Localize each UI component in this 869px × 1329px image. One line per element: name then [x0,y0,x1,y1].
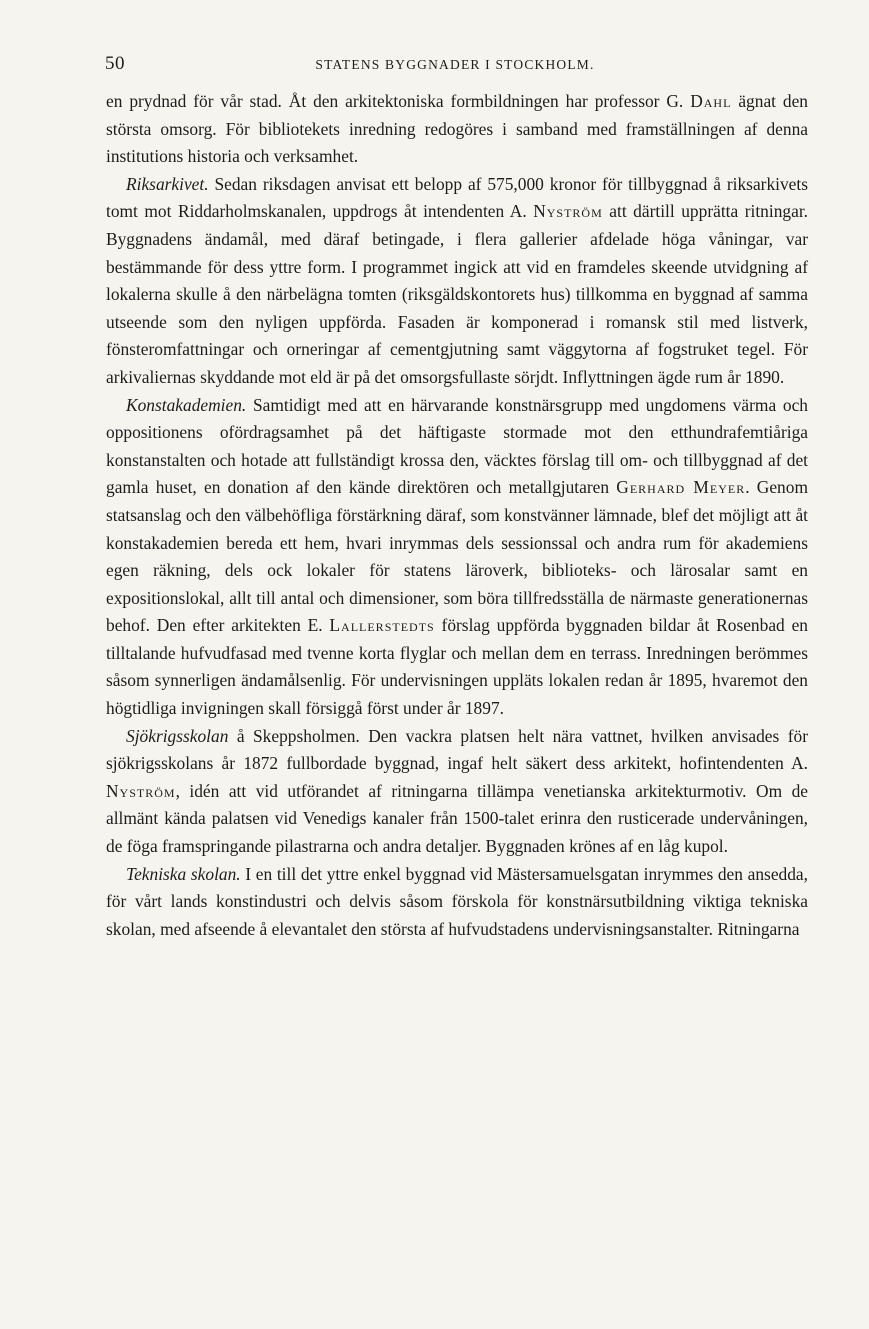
paragraph-text: å Skeppsholmen. Den vackra platsen helt nära vattnet, hvilken anvisades för sjökrigsskolans år 1872 fullbordade byggnad, ingaf helt säkert dess arkitekt, hofintendenten A. [106,725,808,774]
paragraph-text: . Genom statsanslag och den välbehöfliga förstärkning däraf, som konstvänner lämnade, blef det möjligt att åt konstakademien bereda ett hem, hvari inrymmas dels sessionssal och andra rum för akademiens egen räkning, dels ock lokaler för statens läroverk, biblioteks- och lärosalar samt en expositionslokal, allt till antal och dimensioner, som böra tillfredsställa de närmaste generationernas behof. Den efter arkitekten E. [106,477,808,636]
paragraph [106,88,808,171]
body-text [106,88,808,943]
paragraph [106,171,808,392]
section-title: Sjökrigsskolan [126,725,229,746]
paragraph [106,392,808,723]
paragraph-text: , idén att vid utförandet af ritningarna tillämpa venetianska arkitekturmotiv. Om de allmänt kända palatsen vid Venedigs kanaler från 1500-talet erinra den rusticerade undervåningen, de föga framspringande pilastrarna och andra detaljer. Byggnaden krönes af en låg kupol. [106,780,808,857]
section-title: Konstakademien. [126,394,247,415]
paragraph-text: förslag uppförda byggnaden bildar åt Rosenbad en tilltalande hufvudfasad med tvenne korta flyglar och mellan dem en terrass. Inredningen berömmes såsom synnerligen ändamålsenlig. För undervisningen uppläts lokalen redan år 1895, hvaremot den högtidliga invigningen skall försiggå först under år 1897. [106,615,808,719]
page-header [105,53,805,79]
running-title: STATENS BYGGNADER I STOCKHOLM. [315,57,595,72]
person-name: Lallerstedts [329,615,435,636]
paragraph-text: ägnat den största omsorg. För bibliotekets inredning redogöres i samband med framställningen af denna institutions historia och verksamhet. [106,91,809,167]
person-name: Nyström [533,201,603,222]
person-name: Nyström [106,780,176,801]
person-name: Dahl [690,91,732,111]
paragraph [106,723,808,861]
paragraph-text: att därtill upprätta ritningar. Byggnadens ändamål, med däraf betingade, i flera gallerier afdelade höga våningar, var bestämmande för dess yttre form. I programmet ingick att vid en framdeles skeende utvidgning af lokalerna skulle å den närbelägna tomten (riksgäldskontorets hus) tillkomma en byggnad af samma utseende som den nyligen uppförda. Fasaden är komponerad i romansk stil med listverk, fönsteromfattningar och orneringar af cementgjutning samt väggytorna af fogstruket tegel. För arkivaliernas skyddande mot eld är på det omsorgsfullaste sörjdt. Inflyttningen ägde rum år 1890. [106,201,808,387]
section-title: Riksarkivet. [126,173,209,194]
paragraph-text: Samtidigt med att en härvarande konstnärsgrupp med ungdomens värma och oppositionens ofördragsamhet på det häftigaste stormade mot den etthundrafemtiåriga konstanstalten och hotade att fullständigt krossa den, väcktes förslag till om- och tillbyggnad af det gamla huset, en donation af den kände direktören och metallgjutaren [106,394,808,498]
section-title: Tekniska skolan. [126,863,241,884]
paragraph-text: I en till det yttre enkel byggnad vid Mästersamuelsgatan inrymmes den ansedda, för vårt lands konstindustri och delvis såsom förskola för konstnärsutbildning viktiga tekniska skolan, med afseende å elevantalet den största af hufvudstadens undervisningsanstalter. Ritningarna [106,863,808,939]
page-number: 50 [105,53,125,74]
paragraph-text: en prydnad för vår stad. Åt den arkitektoniska formbildningen har professor G. [106,91,691,111]
paragraph [106,861,808,944]
person-name: Gerhard Meyer [616,477,746,498]
paragraph-text: Sedan riksdagen anvisat ett belopp af 575,000 kronor för tillbyggnad å riksarkivets tomt mot Riddarholmskanalen, uppdrogs åt intendenten A. [106,173,808,222]
